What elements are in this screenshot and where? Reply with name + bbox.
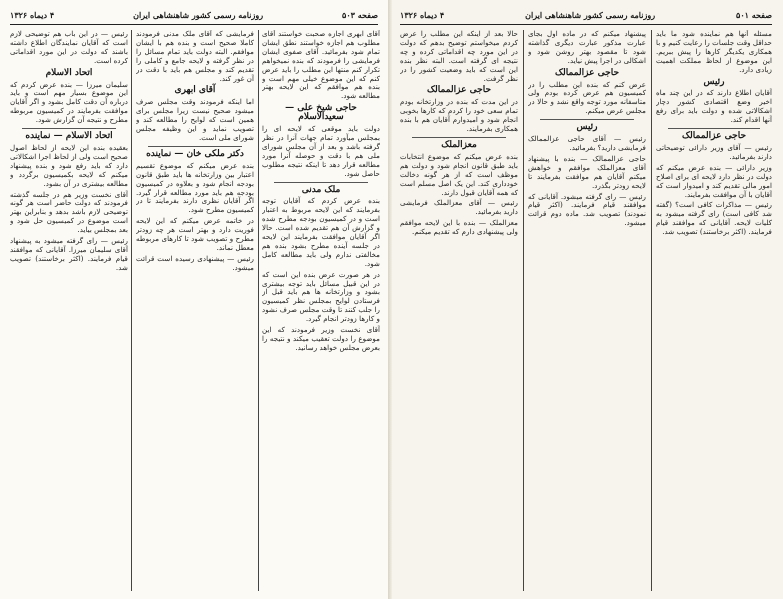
divider (668, 128, 760, 129)
speaker-heading: دکتر ملکی خان — نماینده (146, 148, 244, 159)
paragraph: در هر صورت عرض بنده این است که در این قبیل مسائل باید توجه بیشتری بشود و وزارتخانه ها هم باید قبل از فرستادن لوایح بمجلس نظر کمیسیون را جلب کنند تا وقت مجلس صرف نشود و کارها زودتر انجام گیرد. (262, 269, 380, 324)
right-page-header (400, 8, 772, 22)
divider (148, 146, 242, 147)
issue-date: ۴ دیماه ۱۳۲۶ (10, 10, 55, 20)
divider (274, 182, 368, 183)
speaker-heading: حاجی عزالممالک (426, 85, 492, 96)
paragraph: رئیس — مذاکرات کافی است؟ (گفته شد کافی است) رای گرفته میشود به کلیات لایحه. آقایانی که موافقند قیام فرمایند. (اکثر برخاستند) تصویب شد. (656, 200, 772, 237)
paragraph: دولت باید موقعی که لایحه ای را بمجلس میآورد تمام جهات آنرا در نظر گرفته باشد و بعد از آن مجلس شورای ملی هم با دقت و حوصله آنرا مورد مطالعه قرار دهد تا اینکه نتیجه مطلوب حاصل شود. (262, 124, 380, 178)
paragraph: رئیس — رای گرفته میشود به پیشنهاد آقای سلیمان میرزا. آقایانی که موافقند قیام فرمایند. (اکثر برخاستند) تصویب شد. (10, 236, 128, 272)
paragraph: پیشنهاد میکنم که در ماده اول بجای عبارت مذکور عبارت دیگری گذاشته شود تا مقصود بهتر روشن شود و اشکالی در اجرا پیش نیاید. (528, 30, 646, 65)
paragraph: بنده عرض میکنم که موضوع تقسیم اعتبار بین وزارتخانه ها باید طبق قانون بودجه انجام شود و بعلاوه در کمیسیون بودجه هم باید مورد مطالعه قرار گیرد. اگر آقایان نظری دارند بفرمایند تا در کمیسیون مطرح شود. (136, 160, 254, 215)
paragraph: سلیمان میرزا — بنده عرض کردم که این موضوع بسیار مهم است و باید درباره آن دقت کامل بشود و اگر آقایان موافقت بفرمایند در کمیسیون مربوطه مطرح و نتیجه آن گزارش شود. (10, 79, 128, 125)
column-divider (258, 30, 259, 591)
speaker-heading: رئیس (703, 76, 725, 87)
paragraph: وزیر دارائی — بنده عرض میکنم که دولت در نظر دارد لایحه ای برای اصلاح امور مالی تقدیم کند و امیدوار است که آقایان با آن موافقت بفرمایند. (656, 162, 772, 199)
paragraph: فرمایشی که آقای ملک مدنی فرمودند کاملا صحیح است و بنده هم با ایشان موافقم. البته دولت باید تمام مسائل را در نظر گرفته و لایحه جامع و کاملی را تقدیم کند و مجلس هم باید با دقت در آن غور کند. (136, 30, 254, 83)
issue-date: ۴ دیماه ۱۳۲۶ (400, 10, 445, 20)
paragraph: اما اینکه فرمودند وقت مجلس صرف میشود صحیح نیست زیرا مجلس برای همین است که لوایح را مطالعه کند و تصویب نماید و این وظیفه مجلس شورای ملی است. (136, 97, 254, 142)
paragraph: آقایان اطلاع دارند که در این چند ماه اخیر وضع اقتصادی کشور دچار اشکالاتی شده و دولت باید برای رفع آنها اقدام کند. (656, 88, 772, 125)
column-divider (131, 30, 132, 591)
speaker-heading: حاجی شیخ علی — سعیدالاسلام (285, 103, 357, 123)
speaker-heading: معزالملک (441, 139, 477, 150)
speaker-heading: حاجی عزالممالک (681, 131, 747, 142)
column-divider (523, 30, 524, 591)
speaker-heading: رئیس (576, 122, 598, 133)
page-number: صفحه ۵۰۳ (342, 10, 378, 20)
speaker-heading: اتحاد الاسلام (45, 67, 93, 78)
paragraph: در این مدت که بنده در وزارتخانه بودم تمام سعی خود را کردم که کارها بخوبی انجام شود و امیدوارم آقایان هم با بنده همکاری بفرمایند. (400, 97, 518, 134)
divider (22, 128, 116, 129)
paragraph: معزالملک — بنده با این لایحه موافقم ولی پیشنهادی دارم که تقدیم میکنم. (400, 218, 518, 237)
paragraph: آقای نخست وزیر فرمودند که این موضوع را دولت تعقیب میکند و نتیجه را بعرض مجلس خواهد رسانید. (262, 325, 380, 352)
paragraph: مسئله آنها هم نماینده شود ما باید حداقل وقت جلسات را رعایت کنیم و با همکاری یکدیگر کارها را پیش ببریم. این موضوع از لحاظ مملکت اهمیت زیادی دارد. (656, 30, 772, 74)
left-column-2 (136, 30, 254, 593)
paragraph: رئیس — در این باب هم توضیحی لازم است که آقایان نمایندگان اطلاع داشته باشند که دولت در این مورد اقداماتی کرده است. (10, 30, 128, 65)
paragraph: در خاتمه عرض میکنم که این لایحه فوریت دارد و بهتر است هر چه زودتر مطرح و تصویب شود تا کارهای مربوطه معطل نماند. (136, 216, 254, 252)
left-page-header (10, 8, 378, 22)
divider (540, 119, 634, 120)
journal-title: روزنامه رسمی کشور شاهنشاهی ایران (525, 10, 656, 20)
paragraph: بعقیده بنده این لایحه از لحاظ اصول صحیح است ولی از لحاظ اجرا اشکالاتی دارد که باید رفع شود و بنده پیشنهاد میکنم که لایحه بکمیسیون برگردد و مطالعه بیشتری در آن بشود. (10, 142, 128, 188)
column-divider (651, 30, 652, 591)
right-page (392, 0, 783, 599)
paragraph: رئیس — آقای حاجی عزالممالک فرمایشی دارید؟ بفرمائید. (528, 134, 646, 152)
divider (412, 137, 506, 138)
right-column-1 (656, 30, 772, 593)
left-column-1 (262, 30, 380, 593)
paragraph: رئیس — آقای معزالملک فرمایشی دارید بفرمائید. (400, 198, 518, 217)
speaker-heading: اتحاد الاسلام — نماینده (25, 131, 113, 142)
right-column-2 (528, 30, 646, 593)
speaker-heading: حاجی عزالممالک (554, 67, 620, 78)
paragraph: حالا بعد از اینکه این مطلب را عرض کردم میخواستم توضیح بدهم که دولت در این مورد چه اقداماتی کرده و چه نتیجه ای گرفته است. البته نظر بنده این است که باید وضعیت کشور را در نظر گرفت. (400, 30, 518, 83)
paragraph: حاجی عزالممالک — بنده با پیشنهاد آقای معزالملک موافقم و خواهش میکنم آقایان هم موافقت بفرمایند تا لایحه زودتر بگذرد. (528, 153, 646, 190)
journal-title: روزنامه رسمی کشور شاهنشاهی ایران (133, 10, 264, 20)
speaker-heading: ملک مدنی (301, 184, 341, 195)
header-rule (10, 24, 378, 25)
left-column-3 (10, 30, 128, 593)
paragraph: عرض کنم که بنده این مطلب را در کمیسیون هم عرض کرده بودم ولی متاسفانه مورد توجه واقع نشد و حالا در مجلس عرض میکنم. (528, 79, 646, 116)
paragraph: آقای ابهری اجازه صحبت خواستند آقای مطلوب هم اجازه خواستند نطق ایشان تمام شود بفرمائید. آقای صفوی ایشان فرمایشی را فرمودند که بنده نمیخواهم تکرار کنم منتها این مطلب را باید عرض کنم که این موضوع خیلی مهم است و بنده هم موافقم که این لایحه بهتر مطالعه شود. (262, 30, 380, 101)
paragraph: بنده عرض میکنم که موضوع انتخابات باید طبق قانون انجام شود و دولت هم موظف است که از هر گونه دخالت خودداری کند. این یک اصل مسلم است که همه آقایان قبول دارند. (400, 151, 518, 197)
paragraph: بنده عرض کردم که آقایان توجه بفرمایند که این لایحه مربوط به اعتبار است و در کمیسیون بودجه مطرح شده و گزارش آن هم تقدیم شده است. حالا اگر آقایان موافقت بفرمایند این لایحه در جلسه آینده مطرح بشود بنده هم مخالفتی ندارم ولی باید مطالعه کامل شود. (262, 196, 380, 268)
right-column-3 (400, 30, 518, 593)
page-number: صفحه ۵۰۱ (736, 10, 772, 20)
paragraph: رئیس — آقای وزیر دارائی توضیحاتی دارند بفرمائید. (656, 142, 772, 161)
paragraph: رئیس — رای گرفته میشود. آقایانی که موافقند قیام فرمایند. (اکثر قیام نمودند) تصویب شد. ماده دوم قرائت میشود. (528, 191, 646, 228)
paragraph: رئیس — پیشنهادی رسیده است قرائت میشود. (136, 253, 254, 272)
header-rule (400, 24, 772, 25)
speaker-heading: آقای ابهری (174, 85, 216, 96)
paragraph: آقای نخست وزیر هم در جلسه گذشته فرمودند که دولت حاضر است هر گونه توضیحی لازم باشد بدهد و بنابراین بهتر است موضوع در کمیسیون حل شود و بعد بمجلس بیاید. (10, 189, 128, 235)
